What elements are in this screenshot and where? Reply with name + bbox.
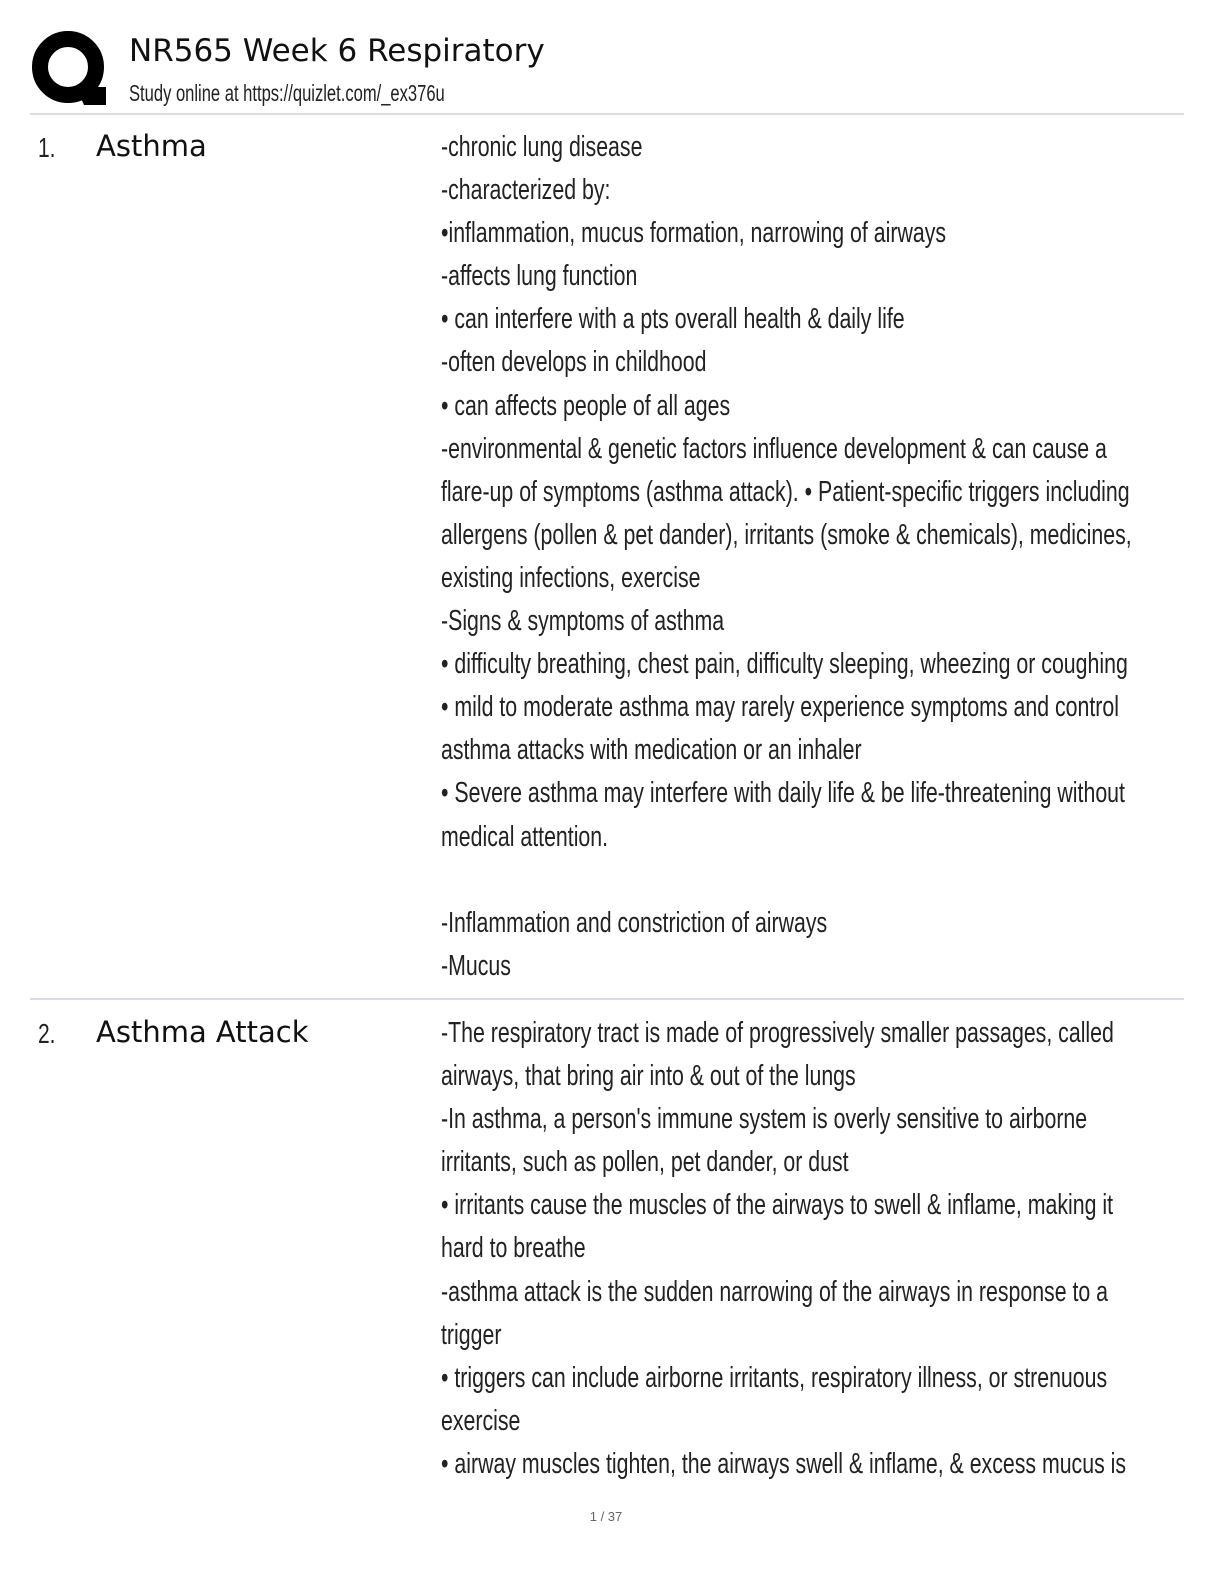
card-number: 2. — [38, 1018, 56, 1049]
definition-line: •inflammation, mucus formation, narrowing of airways — [441, 217, 947, 250]
definition-line: allergens (pollen & pet dander), irritants (smoke & chemicals), medicines, — [441, 518, 1132, 551]
card-divider — [30, 998, 1184, 1000]
definition-line: • irritants cause the muscles of the airways to swell & inflame, making it — [441, 1189, 1114, 1222]
definition-line: • mild to moderate asthma may rarely experience symptoms and control — [441, 691, 1119, 724]
definition-line: -characterized by: — [441, 174, 611, 207]
card-term: Asthma — [96, 129, 207, 163]
definition-line: -The respiratory tract is made of progressively smaller passages, called — [441, 1017, 1114, 1049]
quizlet-logo-icon — [32, 31, 106, 105]
definition-line: trigger — [441, 1318, 502, 1351]
definition-line: • difficulty breathing, chest pain, difficulty sleeping, wheezing or coughing — [441, 648, 1128, 681]
definition-line: asthma attacks with medication or an inhaler — [441, 734, 862, 767]
definition-line: -Inflammation and constriction of airways — [441, 906, 828, 939]
page-title: NR565 Week 6 Respiratory — [129, 33, 545, 69]
definition-line: • can affects people of all ages — [441, 389, 731, 422]
definition-line: -often develops in childhood — [441, 346, 707, 379]
card-definition — [441, 1012, 1224, 1486]
card-term: Asthma Attack — [96, 1015, 309, 1049]
definition-line: • airway muscles tighten, the airways swell & inflame, & excess mucus is — [441, 1447, 1127, 1480]
definition-line: • triggers can include airborne irritants, respiratory illness, or strenuous — [441, 1361, 1108, 1394]
definition-line: -In asthma, a person's immune system is overly sensitive to airborne — [441, 1103, 1088, 1136]
definition-line: airways, that bring air into & out of the lungs — [441, 1060, 856, 1093]
definition-line — [441, 859, 1176, 902]
definition-line: irritants, such as pollen, pet dander, or dust — [441, 1146, 849, 1179]
definition-line: • Severe asthma may interfere with daily life & be life-threatening without — [441, 777, 1125, 810]
definition-line: -affects lung function — [441, 260, 638, 293]
definition-line: • can interfere with a pts overall health & daily life — [441, 303, 905, 336]
definition-line: existing infections, exercise — [441, 561, 701, 594]
definition-line: -environmental & genetic factors influence development & can cause a — [441, 432, 1107, 465]
definition-line: medical attention. — [441, 820, 609, 853]
definition-line: -chronic lung disease — [441, 131, 643, 163]
card-definition — [441, 126, 1224, 988]
definition-line: hard to breathe — [441, 1232, 586, 1265]
definition-line: -Signs & symptoms of asthma — [441, 605, 725, 638]
header-divider — [30, 113, 1184, 115]
definition-line: exercise — [441, 1404, 521, 1437]
definition-line: -asthma attack is the sudden narrowing of the airways in response to a — [441, 1275, 1109, 1308]
definition-line: -Mucus — [441, 949, 511, 982]
page-number: 1 / 37 — [589, 1509, 623, 1524]
definition-line: flare-up of symptoms (asthma attack). • Patient-specific triggers including — [441, 475, 1130, 508]
study-online-link[interactable]: Study online at https://quizlet.com/_ex376u — [129, 80, 445, 106]
card-number: 1. — [38, 132, 56, 163]
